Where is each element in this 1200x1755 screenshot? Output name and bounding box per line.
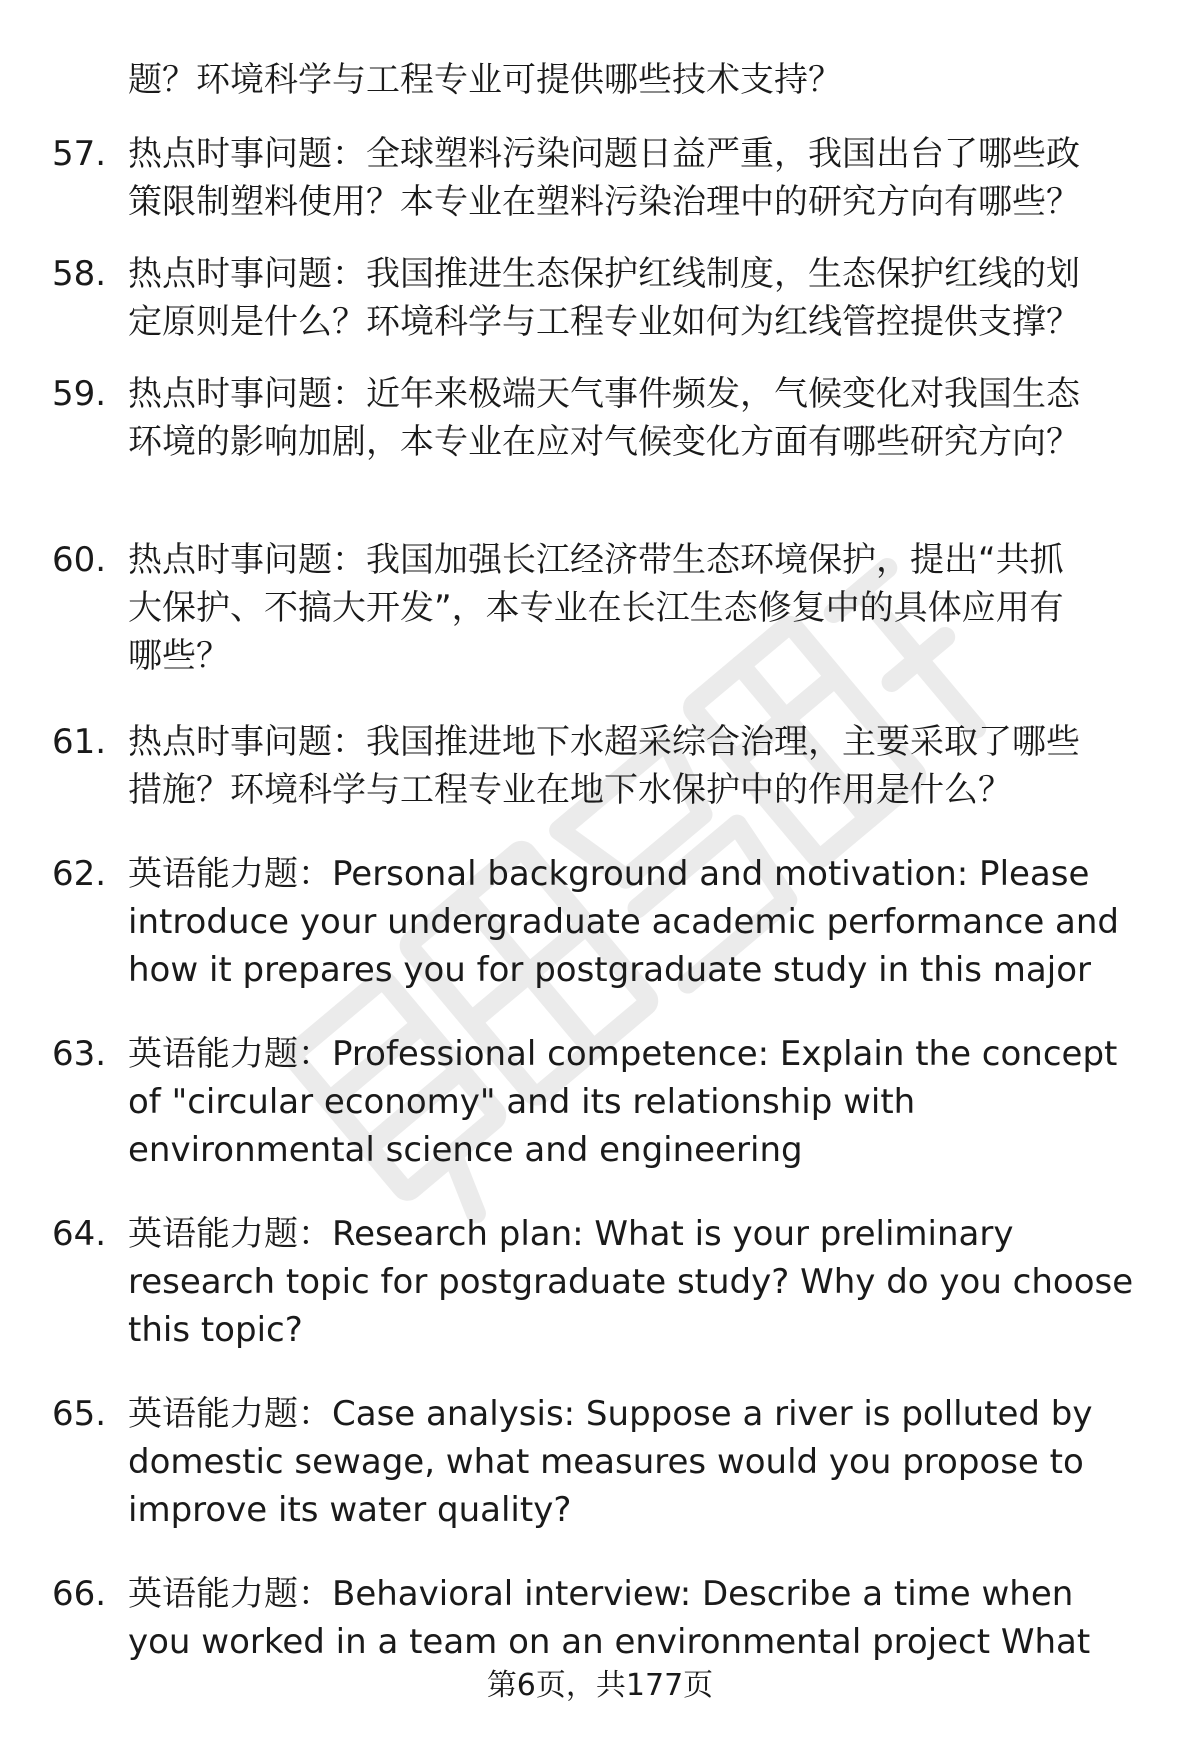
question-line: 英语能力题：Professional competence: Explain the concept <box>128 1034 1118 1074</box>
question-text <box>128 850 1148 994</box>
question-line: 英语能力题：Personal background and motivation: Please <box>128 854 1090 894</box>
question-text <box>128 718 1148 814</box>
question-text <box>128 536 1148 680</box>
question-line: 措施？环境科学与工程专业在地下水保护中的作用是什么？ <box>128 770 1012 810</box>
question-line: 大保护、不搞大开发”，本专业在长江生态修复中的具体应用有 <box>128 588 1064 628</box>
question-line: 热点时事问题：我国推进生态保护红线制度，生态保护红线的划 <box>128 254 1080 294</box>
question-number: 66. <box>52 1574 107 1614</box>
question-line: 热点时事问题：我国加强长江经济带生态环境保护，提出“共抓 <box>128 540 1064 580</box>
question-line: you worked in a team on an environmental project What <box>128 1622 1091 1662</box>
question-line: domestic sewage, what measures would you propose to <box>128 1442 1084 1482</box>
question-line: 定原则是什么？环境科学与工程专业如何为红线管控提供支撑？ <box>128 302 1080 342</box>
question-text <box>128 250 1148 346</box>
question-text <box>128 370 1148 466</box>
question-line: 策限制塑料使用？本专业在塑料污染治理中的研究方向有哪些？ <box>128 182 1080 222</box>
question-line: 热点时事问题：近年来极端天气事件频发，气候变化对我国生态 <box>128 374 1080 414</box>
question-text <box>128 130 1148 226</box>
question-number: 65. <box>52 1394 107 1434</box>
question-line: this topic? <box>128 1310 303 1350</box>
question-line: 英语能力题：Behavioral interview: Describe a time when <box>128 1574 1074 1614</box>
question-line: introduce your undergraduate academic performance and <box>128 902 1120 942</box>
page-number-footer: 第6页，共177页 <box>486 1668 714 1703</box>
question-line: 英语能力题：Case analysis: Suppose a river is polluted by <box>128 1394 1093 1434</box>
question-text <box>128 1210 1148 1354</box>
question-line: how it prepares you for postgraduate study in this major <box>128 950 1091 990</box>
question-line: environmental science and engineering <box>128 1130 803 1170</box>
question-line: 哪些？ <box>128 636 230 676</box>
question-number: 64. <box>52 1214 107 1254</box>
question-text <box>128 1030 1148 1174</box>
question-number: 60. <box>52 540 107 580</box>
question-line: 英语能力题：Research plan: What is your preliminary <box>128 1214 1014 1254</box>
continued-question-text: 题？环境科学与工程专业可提供哪些技术支持？ <box>128 60 842 100</box>
question-number: 61. <box>52 722 107 762</box>
question-line: of "circular economy" and its relationship with <box>128 1082 916 1122</box>
question-line: 热点时事问题：我国推进地下水超采综合治理，主要采取了哪些 <box>128 722 1080 762</box>
question-line: research topic for postgraduate study? Why do you choose <box>128 1262 1134 1302</box>
question-number: 58. <box>52 254 107 294</box>
question-number: 63. <box>52 1034 107 1074</box>
question-number: 59. <box>52 374 107 414</box>
question-number: 57. <box>52 134 107 174</box>
question-text <box>128 1390 1148 1534</box>
question-text <box>128 1570 1148 1666</box>
question-line: 热点时事问题：全球塑料污染问题日益严重，我国出台了哪些政 <box>128 134 1080 174</box>
question-line: 环境的影响加剧，本专业在应对气候变化方面有哪些研究方向？ <box>128 422 1080 462</box>
question-number: 62. <box>52 854 107 894</box>
question-line: improve its water quality? <box>128 1490 572 1530</box>
